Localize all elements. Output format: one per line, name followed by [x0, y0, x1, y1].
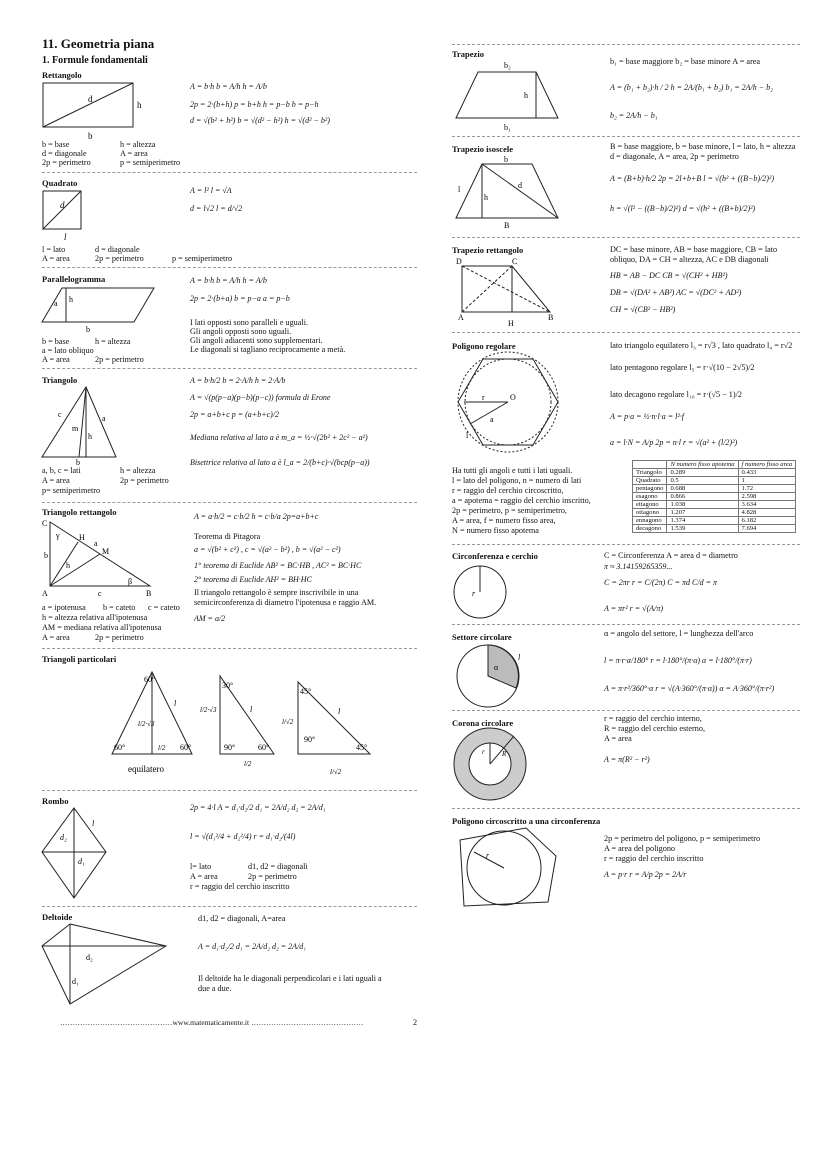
triangoli-particolari-title: Triangoli particolari: [42, 654, 117, 664]
fig-label-B: B: [504, 221, 510, 230]
divider: [452, 332, 800, 333]
legend-item: obliquo, DA = CH = altezza, AC e DB diagonali: [610, 255, 769, 264]
table-cell: 6.182: [738, 517, 796, 525]
legend-item: p= semiperimetro: [42, 486, 101, 495]
note-line: A = area, f = numero fisso area,: [452, 516, 556, 525]
divider: [452, 136, 800, 137]
legend-item: 2p = perimetro: [120, 476, 169, 485]
fig-label-R: R: [502, 750, 507, 758]
fig-label-d2: d₂: [60, 833, 67, 842]
divider: [42, 790, 417, 791]
fig-label-h: h: [66, 561, 70, 570]
fig-label-gamma: γ: [56, 531, 60, 540]
legend-item: d = diagonale: [42, 149, 87, 158]
table-cell: Triangolo: [633, 469, 667, 477]
side-label: l/2: [158, 744, 166, 752]
table-cell: 1.72: [738, 485, 796, 493]
legend-item: p = semiperimetro: [172, 254, 233, 263]
table-row: [633, 469, 796, 477]
side-label: l: [250, 705, 253, 714]
equilatero-label: equilatero: [128, 764, 164, 774]
table-cell: 1.207: [667, 509, 738, 517]
note-line: l = lato del poligono, n = numero di lati: [452, 476, 582, 485]
table-cell: esagono: [633, 493, 667, 501]
footer-site: ………………………………………www.matematicamente.it ………………………………………: [60, 1018, 364, 1027]
parallelogramma-formula-1: A = b·h b = A/h h = A/b: [190, 276, 267, 285]
cerchio-figure: [452, 562, 512, 622]
fig-label-a: a: [54, 299, 58, 308]
table-cell: 4.828: [738, 509, 796, 517]
legend-item: p = semiperimetro: [120, 158, 181, 167]
divider: [42, 648, 417, 649]
side-label: l/2: [244, 760, 252, 768]
trapezio-formula-2: b₂ = 2A/h − b₁: [610, 111, 658, 120]
fig-label-b: b: [86, 325, 90, 334]
fig-label-beta: β: [128, 577, 133, 586]
legend-item: A = area: [120, 149, 148, 158]
legend-item: A = area: [604, 734, 632, 743]
poligono-regolare-title: Poligono regolare: [452, 341, 516, 351]
triangolo-formula-1: A = b·h/2 b = 2·A/h h = 2·A/b: [190, 376, 286, 385]
fig-label-l: l: [458, 185, 461, 194]
table-cell: decagono: [633, 525, 667, 533]
table-cell: ettagono: [633, 501, 667, 509]
fig-label-l: l: [466, 431, 469, 440]
note-line: N = numero fisso apotema: [452, 526, 539, 535]
fig-label-b1: b₁: [504, 123, 511, 132]
corona-figure: [452, 726, 532, 806]
settore-title: Settore circolare: [452, 632, 512, 642]
corona-title: Corona circolare: [452, 718, 514, 728]
rett-formula-2: Teorema di Pitagora: [194, 532, 261, 541]
settore-formula-2: A = π·r²/360°·α r = √(A·360°/(π·α)) α = A·360°/(π·r²): [604, 684, 775, 693]
rett-formula-6: Il triangolo rettangolo è sempre inscrivibile in una: [194, 588, 359, 597]
table-cell: 7.694: [738, 525, 796, 533]
settore-figure: [452, 640, 532, 710]
fig-label-B: B: [548, 313, 554, 322]
poligono-formula-1: lato triangolo equilatero l₃ = r√3 , lato quadrato l₄ = r√2: [610, 341, 793, 350]
table-cell: 0.688: [667, 485, 738, 493]
rombo-formula-1: 2p = 4·l A = d₁·d₂/2 d₁ = 2A/d₂ d₂ = 2A/d₁: [190, 803, 326, 812]
table-row: [633, 485, 796, 493]
rett-trap-formula-1: HB = AB − DC CB = √(CH² + HB²): [610, 271, 728, 280]
triangolo-title: Triangolo: [42, 375, 78, 385]
fig-label-c: c: [98, 589, 102, 598]
fig-label-d: d: [518, 181, 522, 190]
legend-item: h = altezza: [120, 140, 156, 149]
section-subtitle: 1. Formule fondamentali: [42, 55, 148, 66]
legend-item: B = base maggiore, b = base minore, l = lato, h = altezza: [610, 142, 796, 151]
triangolo-formula-5: Bisettrice relativa al lato a è l_a = 2/(b+c)·√(bcp(p−a)): [190, 458, 370, 467]
legend-item: l= lato: [190, 862, 212, 871]
legend-item: A = area del poligono: [604, 844, 676, 853]
legend-item: b = cateto: [103, 603, 136, 612]
cerchio-title: Circonferenza e cerchio: [452, 551, 538, 561]
legend-item: 2p = perimetro: [95, 355, 144, 364]
circoscritto-figure: [452, 826, 562, 910]
height-label: l/2·√3: [138, 720, 155, 728]
deltoide-title: Deltoide: [42, 912, 73, 922]
trapezio-formula-1: A = (b₁ + b₂)·h / 2 h = 2A/(b₁ + b₂) b₁ = 2A/h − b₂: [610, 83, 773, 92]
fig-label-h: h: [524, 91, 528, 100]
fig-label-b: b: [504, 155, 508, 164]
angle-label: 60°: [180, 743, 192, 752]
table-cell: 1.374: [667, 517, 738, 525]
fig-label-A: A: [458, 313, 464, 322]
divider: [452, 808, 800, 809]
table-cell: 1.038: [667, 501, 738, 509]
divider: [42, 267, 417, 268]
rettangolo-formula-1: A = b·h b = A/h h = A/b: [190, 82, 267, 91]
parallelogramma-formula-2: 2p = 2·(b+a) b = p−a a = p−b: [190, 294, 290, 303]
rettangolo-formula-3: d = √(b² + h²) b = √(d² − h²) h = √(d² − b²): [190, 116, 330, 125]
fig-label-l: l: [92, 819, 95, 828]
poligono-formula-2: lato pentagono regolare l₅ = r·√(10 − 2√5)/2: [610, 363, 755, 372]
note-line: Il deltoide ha le diagonali perpendicolari e i lati uguali a: [198, 974, 382, 983]
quadrato-formula-2: d = l√2 l = d/√2: [190, 204, 243, 213]
divider: [452, 237, 800, 238]
rett-formula-3: a = √(b² + c²) , c = √(a² − b²) , b = √(a² − c²): [194, 545, 341, 554]
table-cell: 0.5: [667, 477, 738, 485]
trapezio-rettangolo-title: Trapezio rettangolo: [452, 245, 524, 255]
rett-trap-formula-3: CH = √(CB² − HB²): [610, 305, 676, 314]
note-line: Gli angoli adiacenti sono supplementari.: [190, 336, 323, 345]
divider: [452, 624, 800, 625]
legend-item: 2p = perimetro del poligono, p = semiperimetro: [604, 834, 761, 843]
poligono-formula-5: a = l·N = A/p 2p = n·l r = √(a² + (l/2)²): [610, 438, 738, 447]
legend-item: l = lato: [42, 245, 66, 254]
settore-legend: α = angolo del settore, l = lunghezza dell'arco: [604, 629, 754, 638]
quadrato-formula-1: A = l² l = √A: [190, 186, 232, 195]
legend-item: r = raggio del cerchio inscritto: [604, 854, 704, 863]
fig-label-c: c: [58, 410, 62, 419]
fig-label-D: D: [456, 257, 462, 266]
table-cell: 0.433: [738, 469, 796, 477]
deltoide-formula-1: A = d₁·d₂/2 d₁ = 2A/d₂ d₂ = 2A/d₁: [198, 942, 307, 951]
table-cell: 0.866: [667, 493, 738, 501]
fig-label-h: h: [69, 295, 73, 304]
rett-trap-formula-2: DB = √(DA² + AB²) AC = √(DC² + AD²): [610, 288, 742, 297]
fig-label-d: d: [60, 200, 65, 210]
legend-item: A = area: [42, 254, 70, 263]
note-line: 2p = perimetro, p = semiperimetro,: [452, 506, 567, 515]
table-cell: ottagono: [633, 509, 667, 517]
circoscritto-title: Poligono circoscritto a una circonferenza: [452, 816, 601, 826]
note-line: due a due.: [198, 984, 232, 993]
fig-label-C: C: [42, 519, 48, 528]
parallelogramma-figure: [42, 286, 162, 336]
trapezio-legend: b₁ = base maggiore b₂ = base minore A = area: [610, 57, 761, 66]
deltoide-legend: d1, d2 = diagonali, A=area: [198, 914, 286, 923]
table-row: [633, 517, 796, 525]
triangolo-rettangolo-title: Triangolo rettangolo: [42, 507, 117, 517]
angle-label: 45°: [300, 687, 312, 696]
legend-item: DC = base minore, AB = base maggiore, CB = lato: [610, 245, 778, 254]
note-line: r = raggio del cerchio circoscritto,: [452, 486, 564, 495]
legend-item: b = base: [42, 337, 70, 346]
legend-item: b = base: [42, 140, 70, 149]
fig-label-d2: d₂: [86, 953, 93, 962]
legend-item: h = altezza relativa all'ipotenusa: [42, 613, 148, 622]
fig-label-m: m: [72, 424, 79, 433]
table-row: [633, 509, 796, 517]
note-line: Ha tutti gli angoli e tutti i lati uguali.: [452, 466, 573, 475]
fig-label-H: H: [79, 533, 85, 542]
fig-label-h: h: [484, 193, 488, 202]
apotema-table: [632, 460, 796, 533]
trapezio-rettangolo-figure: [452, 256, 562, 328]
legend-item: a, b, c = lati: [42, 466, 81, 475]
rett-formula-7: semicirconferenza di diametro l'ipotenusa e raggio AM.: [194, 598, 377, 607]
angle-label: 45°: [356, 743, 368, 752]
table-row: [633, 525, 796, 533]
fig-label-a: a: [490, 415, 494, 424]
fig-label-d: d: [88, 94, 93, 104]
fig-label-M: M: [102, 547, 110, 556]
legend-item: 2p = perimetro: [42, 158, 91, 167]
fig-label-l: l: [64, 232, 67, 242]
table-cell: 1: [738, 477, 796, 485]
trapezio-isoscele-figure: [452, 156, 562, 230]
triangoli-particolari-figure: [108, 668, 388, 783]
fig-label-b2: b₂: [504, 61, 511, 70]
divider: [42, 906, 417, 907]
trapezio-title: Trapezio: [452, 49, 484, 59]
table-header: f numero fisso area: [738, 461, 796, 469]
rett-formula-5: 2° teorema di Euclide AH² = BH·HC: [194, 575, 312, 584]
circoscritto-formula-1: A = p·r r = A/p 2p = 2A/r: [604, 870, 687, 879]
rett-formula-1: A = a·h/2 = c·b/2 h = c·b/a 2p=a+b+c: [194, 512, 319, 521]
rombo-title: Rombo: [42, 796, 69, 806]
legend-item: A = area: [42, 355, 70, 364]
trapezio-isoscele-title: Trapezio isoscele: [452, 144, 513, 154]
rett-formula-4: 1° teorema di Euclide AB² = BC·HB , AC² = BC·HC: [194, 561, 362, 570]
side-label: l: [338, 707, 341, 716]
note-line: Le diagonali si tagliano reciprocamente a metà.: [190, 345, 346, 354]
legend-item: 2p = perimetro: [95, 254, 144, 263]
divider: [452, 544, 800, 545]
triangolo-formula-4: Mediana relativa al lato a è m_a = ½·√(2b² + 2c² − a²): [190, 433, 368, 442]
legend-item: h = altezza: [95, 337, 131, 346]
divider: [42, 502, 417, 503]
divider: [42, 172, 417, 173]
fig-label-l: l: [518, 653, 521, 662]
angle-label: 30°: [222, 681, 234, 690]
fig-label-C: C: [512, 257, 518, 266]
legend-item: d1, d2 = diagonali: [248, 862, 308, 871]
fig-label-a: a: [94, 539, 98, 548]
angle-label: 60°: [258, 743, 270, 752]
note-line: Gli angoli opposti sono uguali.: [190, 327, 292, 336]
fig-label-d1: d₁: [78, 857, 85, 866]
table-header-row: [633, 461, 796, 469]
table-cell: 2.598: [738, 493, 796, 501]
fig-label-d1: d₁: [72, 977, 79, 986]
legend-item: h = altezza: [120, 466, 156, 475]
fig-label-b: b: [76, 458, 80, 467]
triangolo-figure: [42, 385, 132, 467]
rettangolo-figure: [42, 82, 142, 142]
fig-label-alpha: α: [494, 663, 499, 672]
triangolo-formula-2: A = √(p(p−a)(p−b)(p−c)) formula di Erone: [190, 393, 331, 402]
legend-item: R = raggio del cerchio esterno,: [604, 724, 706, 733]
fig-label-b: b: [44, 551, 48, 560]
angle-label: 90°: [224, 743, 236, 752]
table-header: [633, 461, 667, 469]
fig-label-r: r: [482, 748, 485, 756]
fig-label-H: H: [508, 319, 514, 328]
legend-item: 2p = perimetro: [248, 872, 297, 881]
table-cell: pentagono: [633, 485, 667, 493]
angle-label: 90°: [304, 735, 316, 744]
fig-label-h: h: [88, 432, 92, 441]
settore-formula-1: l = π·r·α/180° r = l·180°/(π·α) α = l·180°/(π·r): [604, 656, 752, 665]
divider: [452, 44, 800, 45]
deltoide-figure: [40, 922, 170, 1008]
side-label: l/√2: [282, 718, 294, 726]
legend-item: A = area: [190, 872, 218, 881]
parallelogramma-title: Parallelogramma: [42, 274, 106, 284]
isoscele-formula-2: h = √(l² − ((B−b)/2)²) d = √(h² + ((B+b)/2)²): [610, 204, 756, 213]
divider: [452, 710, 800, 711]
page-title: 11. Geometria piana: [42, 36, 155, 51]
poligono-formula-4: A = p·a = ½·n·l·a = l²·f: [610, 412, 685, 421]
fig-label-O: O: [510, 393, 516, 402]
fig-label-r: r: [486, 851, 490, 860]
side-label: l/2·√3: [200, 706, 217, 714]
legend-item: a = ipotenusa: [42, 603, 86, 612]
quadrato-title: Quadrato: [42, 178, 78, 188]
fig-label-A: A: [42, 589, 48, 598]
poligono-regolare-figure: [452, 348, 562, 458]
cerchio-legend: C = Circonferenza A = area d = diametro: [604, 551, 738, 560]
table-header: N numero fisso apotema: [667, 461, 738, 469]
legend-item: A = area: [42, 476, 70, 485]
legend-item: c = cateto: [148, 603, 180, 612]
cerchio-formula-1: C = 2πr r = C/(2π) C = πd C/d = π: [604, 578, 717, 587]
legend-item: a = lato obliquo: [42, 346, 94, 355]
note-line: I lati opposti sono paralleli e uguali.: [190, 318, 309, 327]
table-cell: ennagono: [633, 517, 667, 525]
fig-label-b: b: [88, 131, 93, 141]
fig-label-B: B: [146, 589, 152, 598]
cerchio-pi: π ≈ 3.14159265359...: [604, 562, 673, 571]
legend-item: AM = mediana relativa all'ipotenusa: [42, 623, 162, 632]
table-cell: 3.634: [738, 501, 796, 509]
rettangolo-formula-2: 2p = 2·(b+h) p = b+h h = p−b b = p−h: [190, 100, 319, 109]
legend-item: r = raggio del cerchio interno,: [604, 714, 702, 723]
quadrato-figure: [42, 190, 92, 242]
isoscele-formula-1: A = (B+b)·h/2 2p = 2l+b+B l = √(h² + ((B−b)/2)²): [610, 174, 774, 183]
trapezio-figure: [452, 58, 562, 134]
fig-label-r: r: [472, 589, 476, 598]
fig-label-h: h: [137, 100, 142, 110]
fig-label-r: r: [482, 393, 485, 402]
legend-item: d = diagonale: [95, 245, 140, 254]
rett-formula-8: AM = a/2: [194, 614, 226, 623]
triangolo-rettangolo-figure: [42, 518, 162, 598]
legend-item: 2p = perimetro: [95, 633, 144, 642]
fig-label-a: a: [102, 414, 106, 423]
rombo-formula-2: l = √(d₁²/4 + d₂²/4) r = d₁·d₂/(4l): [190, 832, 296, 841]
page-number: 2: [413, 1018, 418, 1027]
rombo-figure: [40, 806, 110, 902]
legend-item: A = area: [42, 633, 70, 642]
side-label: l/√2: [330, 768, 342, 776]
cerchio-formula-2: A = πr² r = √(A/π): [604, 604, 664, 613]
table-cell: 0.289: [667, 469, 738, 477]
angle-label: 60°: [114, 743, 126, 752]
legend-item: r = raggio del cerchio inscritto: [190, 882, 290, 891]
note-line: a = apotema = raggio del cerchio inscritto,: [452, 496, 591, 505]
divider: [42, 368, 417, 369]
side-label: l: [174, 699, 177, 708]
table-row: [633, 493, 796, 501]
table-cell: Quadrato: [633, 477, 667, 485]
triangolo-formula-3: 2p = a+b+c p = (a+b+c)/2: [190, 410, 280, 419]
rettangolo-title: Rettangolo: [42, 70, 82, 80]
angle-label: 60°: [144, 675, 156, 684]
poligono-formula-3: lato decagono regolare l₁₀ = r·(√5 − 1)/2: [610, 390, 742, 399]
table-row: [633, 501, 796, 509]
table-cell: 1.539: [667, 525, 738, 533]
corona-formula-1: A = π(R² − r²): [604, 755, 650, 764]
table-row: [633, 477, 796, 485]
legend-item: d = diagonale, A = area, 2p = perimetro: [610, 152, 739, 161]
